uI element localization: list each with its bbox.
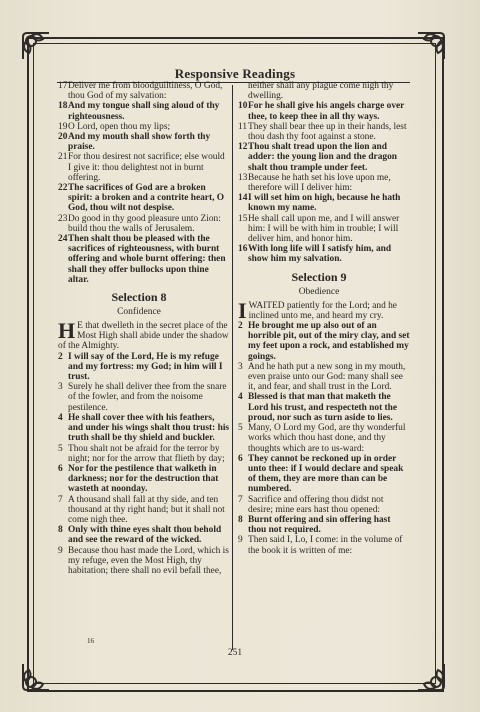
verse-text: Thou shalt not be afraid for the terror by night; nor for the arrow that flieth by day; — [68, 443, 225, 464]
selection-8-continued — [238, 81, 410, 265]
verse-number: 11 — [238, 121, 248, 132]
selection-8-title: Selection 8 — [111, 290, 167, 305]
verse-text: Burnt offering and sin offering hast thou not required. — [248, 514, 391, 536]
verse — [238, 81, 410, 101]
drop-cap: H — [58, 318, 76, 344]
corner-ornament-top-right — [414, 29, 448, 63]
verse — [238, 454, 410, 495]
verse-text: Then said I, Lo, I come: in the volume of the book it is written of me: — [248, 535, 403, 556]
verse-text: For he shall give his angels charge over thee, to keep thee in all thy ways. — [248, 101, 405, 122]
verse-text: Many, O Lord my God, are thy wonderful works which thou hast done, and thy thoughts which are to us-ward: — [248, 423, 406, 454]
verse-text: O Lord, open thou my lips; — [68, 121, 171, 132]
lead-verse-text: WAITED patiently for the Lord; and he inclined unto me, and heard my cry. — [248, 300, 397, 321]
verse — [58, 382, 230, 413]
verse-text: I will say of the Lord, He is my refuge and my fortress: my God; in him will I trust. — [68, 351, 223, 383]
verse-text: A thousand shall fall at thy side, and ten thousand at thy right hand; but it shall not come nigh thee. — [68, 494, 225, 525]
verse-text: Deliver me from bloodguiltiness, O God, thou God of my salvation: — [68, 81, 223, 102]
verse-number: 21 — [58, 152, 68, 163]
verse — [238, 173, 410, 193]
verse — [238, 101, 410, 121]
verse — [58, 152, 230, 183]
verse-text: And my mouth shall show forth thy praise. — [68, 132, 211, 153]
verse — [238, 423, 410, 454]
verse-text: He brought me up also out of an horrible pit, out of the miry clay, and set my feet upon a rock, and established my goings. — [248, 321, 410, 362]
verse-number: 8 — [238, 514, 243, 525]
page-number: 251 — [227, 648, 243, 658]
verse-text: He shall cover thee with his feathers, and under his wings shalt thou trust: his truth shall be thy shield and buckler. — [68, 412, 230, 444]
verse-text: Sacrifice and offering thou didst not desire; mine ears hast thou opened: — [248, 494, 384, 515]
verse-text: And my tongue shall sing aloud of thy righteousness. — [68, 101, 220, 122]
column-divider — [232, 85, 233, 650]
verse-text: Because thou hast made the Lord, which is my refuge, even the Most High, thy habitation; there shall no evil befall thee, — [68, 545, 229, 576]
verse-text: Surely he shall deliver thee from the snare of the fowler, and from the noisome pestilence. — [68, 382, 227, 413]
verse — [238, 392, 410, 423]
verse-text: I will set him on high, because he hath known my name. — [248, 193, 401, 214]
selection-9-lead-verse — [238, 297, 410, 323]
verse — [238, 244, 410, 264]
verse-number: 12 — [238, 142, 248, 153]
verse — [58, 464, 230, 495]
corner-ornament-bottom-left — [19, 660, 53, 694]
verse-number: 23 — [58, 213, 68, 224]
verse — [58, 444, 230, 464]
verse — [238, 193, 410, 213]
verse-number: 7 — [58, 494, 63, 505]
verse-number: 15 — [238, 213, 248, 224]
verse-number: 2 — [238, 321, 243, 332]
verse-number: 18 — [58, 101, 68, 112]
verse — [238, 535, 410, 555]
verse-text: Then shalt thou be pleased with the sacrifices of righteousness, with burnt offering and whole burnt offering: then shall they offer bullocks upon thine altar. — [68, 234, 226, 285]
right-column — [238, 81, 410, 556]
verse-number: 2 — [58, 351, 63, 362]
verse-number: 14 — [238, 193, 248, 204]
verse — [58, 525, 230, 545]
selection-8-subtitle: Confidence — [117, 307, 161, 318]
selection-8-lead-verse — [58, 318, 230, 352]
verse-number: 5 — [58, 443, 63, 454]
verse-text: Do good in thy good pleasure unto Zion: build thou the walls of Jerusalem. — [68, 213, 221, 234]
verse-number: 8 — [58, 525, 63, 536]
verse — [58, 101, 230, 121]
verse-text: The sacrifices of God are a broken spirit: a broken and a contrite heart, O God, thou wilt not despise. — [68, 183, 225, 214]
verse-text: Blessed is that man that maketh the Lord his trust, and respecteth not the proud, nor such as turn aside to lies. — [248, 392, 398, 423]
verse — [238, 321, 410, 362]
verse-number: 10 — [238, 101, 248, 112]
selection-9-title: Selection 9 — [291, 269, 347, 284]
selection-9-subtitle: Obedience — [298, 286, 340, 297]
signature-mark: 16 — [87, 637, 94, 645]
verse — [58, 546, 230, 577]
verse-number: 13 — [238, 172, 248, 183]
verse-number: 20 — [58, 132, 68, 143]
verse-text: Only with thine eyes shalt thou behold and see the reward of the wicked. — [68, 525, 222, 546]
verse-number: 9 — [238, 535, 243, 546]
verse — [238, 495, 410, 515]
selection-9-verses — [238, 321, 410, 556]
verse-number: 4 — [58, 412, 63, 423]
verse-text: Thou shalt tread upon the lion and adder: the young lion and the dragon shalt thou trample under feet. — [248, 142, 397, 173]
verse-number: 5 — [238, 423, 243, 434]
verse — [58, 132, 230, 152]
verse-number: 17 — [58, 81, 68, 91]
verse-number: 16 — [238, 244, 248, 255]
verse — [58, 81, 230, 101]
verse-number: 19 — [58, 121, 68, 132]
verse-text: And he hath put a new song in my mouth, even praise unto our God: many shall see it, and fear, and shall trust in the Lord. — [248, 361, 406, 393]
verse-number: 6 — [238, 453, 243, 464]
verse-text: With long life will I satisfy him, and show him my salvation. — [248, 244, 392, 265]
verse — [58, 122, 230, 132]
verse-text: Nor for the pestilence that walketh in darkness; nor for the destruction that wasteth at noonday. — [68, 463, 219, 495]
left-column — [58, 81, 230, 576]
verse — [238, 515, 410, 535]
verse — [58, 495, 230, 526]
verse-number: 6 — [58, 463, 63, 474]
verse — [58, 413, 230, 444]
page-title: Responsive Readings — [174, 66, 296, 81]
verse — [238, 362, 410, 393]
verse-text: He shall call upon me, and I will answer him: I will be with him in trouble; I will deliver him, and honor him. — [248, 213, 400, 245]
verse — [58, 352, 230, 383]
lead-verse-text: E that dwelleth in the secret place of the Most High shall abide under the shadow of the Almighty. — [58, 321, 229, 352]
verse-number: 24 — [58, 234, 68, 245]
verse-text: neither shall any plague come nigh thy dwelling. — [248, 81, 394, 102]
verse-number: 4 — [238, 392, 243, 403]
verse — [238, 142, 410, 173]
verse — [58, 214, 230, 234]
verse — [58, 183, 230, 214]
corner-ornament-top-left — [19, 29, 53, 63]
verse-number: 3 — [238, 361, 243, 372]
verse-number: 7 — [238, 494, 243, 505]
verse-text: For thou desirest not sacrifice; else would I give it: thou delightest not in burnt offering. — [68, 152, 225, 183]
selection-7-continued — [58, 81, 230, 285]
verse — [238, 214, 410, 245]
selection-8-verses — [58, 352, 230, 576]
drop-cap: I — [238, 297, 247, 323]
verse-text: Because he hath set his love upon me, therefore will I deliver him: — [248, 172, 391, 194]
verse — [58, 234, 230, 285]
verse-text: They cannot be reckoned up in order unto thee: if I would declare and speak of them, they are more than can be numbered. — [248, 453, 404, 495]
verse-number: 9 — [58, 545, 63, 556]
verse — [238, 122, 410, 142]
verse-number: 22 — [58, 183, 68, 194]
verse-text: They shall bear thee up in their hands, lest thou dash thy foot against a stone. — [248, 121, 407, 143]
verse-number: 3 — [58, 382, 63, 393]
corner-ornament-bottom-right — [414, 660, 448, 694]
